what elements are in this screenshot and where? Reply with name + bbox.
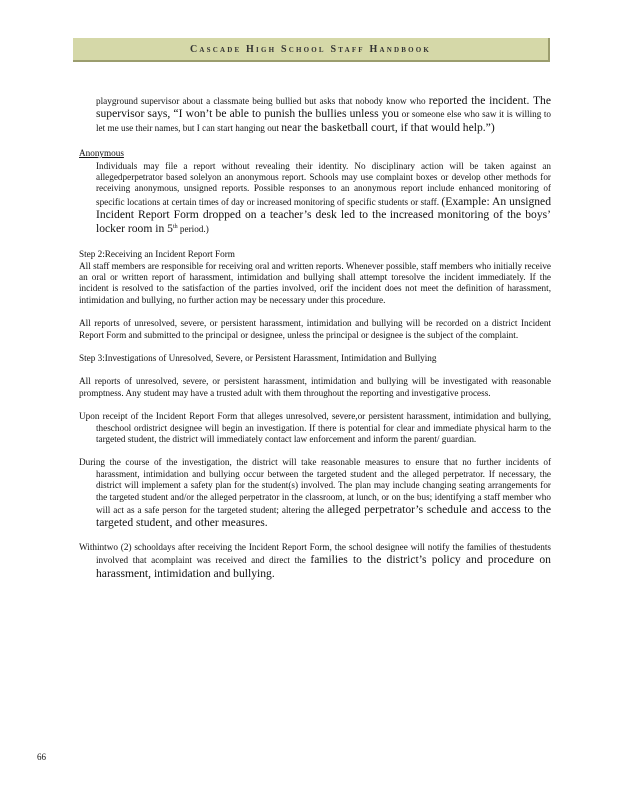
step2-paragraph: [79, 249, 551, 306]
anonymous-body: Individuals may file a report without revealing their identity. No disciplinary action will be taken against an allegedperpetrator based solelyon an anonymous report. Schools may use complaint boxes or develop other methods for receiving anonymous, unsigned reports. Possible responses to an anonymous report include enhanced monitoring of specific locations at certain times of day or increased monitoring of specific students or staff.: [96, 160, 551, 207]
all-reports-investigated-paragraph: All reports of unresolved, severe, or persistent harassment, intimidation and bullying will be investigated with reasonable promptness. Any student may have a trusted adult with them throughout the reporting and investigative process.: [79, 376, 551, 398]
upon-receipt-paragraph: Upon receipt of the Incident Report Form that alleges unresolved, severe,or persistent harassment, intimidation and bullying, theschool ordistrict designee will begin an investigation. If there is potential for clear and immediate physical harm to the targeted student, the district will immediately contact law enforcement and inform the parent/ guardian.: [79, 411, 551, 444]
intro-text-1: playground supervisor about a classmate being bullied but asks that nobody know who: [96, 96, 426, 106]
page-number: 66: [37, 752, 46, 762]
intro-text-3: or someone else who saw it is willing to let me use their names, but I can start hanging out: [96, 109, 551, 133]
within-two-days-paragraph: [79, 542, 551, 580]
step2-body: All staff members are responsible for receiving oral and written reports. Whenever possible, staff members who initially receive an oral or written report of harassment, intimidation and bullying shall attempt toresolve the incident immediately. If the incident is resolved to the satisfaction of the parties involved, orif the incident does not meet the definition of harassment, intimidation and bullying, no further action may be necessary under this procedure.: [79, 260, 551, 305]
anonymous-example-end: period.): [179, 223, 209, 234]
step2-heading: Step 2:Receiving an Incident Report Form: [79, 249, 235, 260]
within-text-large: families to the district’s policy and procedure on harassment, intimidation and bullying.: [96, 553, 551, 580]
during-investigation-paragraph: [79, 457, 551, 529]
page-body: [79, 94, 551, 592]
intro-example-paragraph: [79, 94, 551, 134]
step3-heading: Step 3:Investigations of Unresolved, Severe, or Persistent Harassment, Intimidation and Bullying: [79, 352, 437, 363]
anonymous-paragraph: [79, 161, 551, 236]
handbook-header-banner: [73, 38, 550, 62]
within-text: Withintwo (2) schooldays after receiving the Incident Report Form, the school designee will notify the families of thestudents involved that acomplaint was received and direct the: [79, 541, 551, 566]
anonymous-example-sup: th: [172, 223, 178, 230]
all-reports-recorded-paragraph: All reports of unresolved, severe, or persistent harassment, intimidation and bullying will be recorded on a district Incident Report Form and submitted to the principal or designee, unless the principal or designee is the subject of the complaint.: [79, 318, 551, 340]
during-text: During the course of the investigation, the district will take reasonable measures to ensure that no further incidents of harassment, intimidation and bullying occur between the targeted student and the alleged perpetrator. If necessary, the district will implement a safety plan for the student(s) involved. The plan may include changing seating arrangements for the targeted student and/or the alleged perpetrator in the classroom, at lunch, or on the bus; identifying a staff member who will act as a safe person for the targeted student; altering the: [79, 457, 551, 516]
anonymous-heading: Anonymous: [79, 148, 124, 159]
intro-text-2: reported the incident. The supervisor says, “I won’t be able to punish the bullies unless you: [96, 94, 552, 121]
handbook-title: Cascade High School Staff Handbook: [189, 43, 432, 55]
during-text-large: alleged perpetrator’s schedule and access to the targeted student, and other measures.: [96, 503, 551, 530]
anonymous-example-2: increased monitoring of the boys’ locker room in 5: [96, 208, 552, 235]
anonymous-example-1: (Example: An unsigned Incident Report Form dropped on a teacher’s desk led to the: [96, 194, 552, 222]
intro-text-4: near the basketball court, if that would help.”): [281, 120, 495, 134]
